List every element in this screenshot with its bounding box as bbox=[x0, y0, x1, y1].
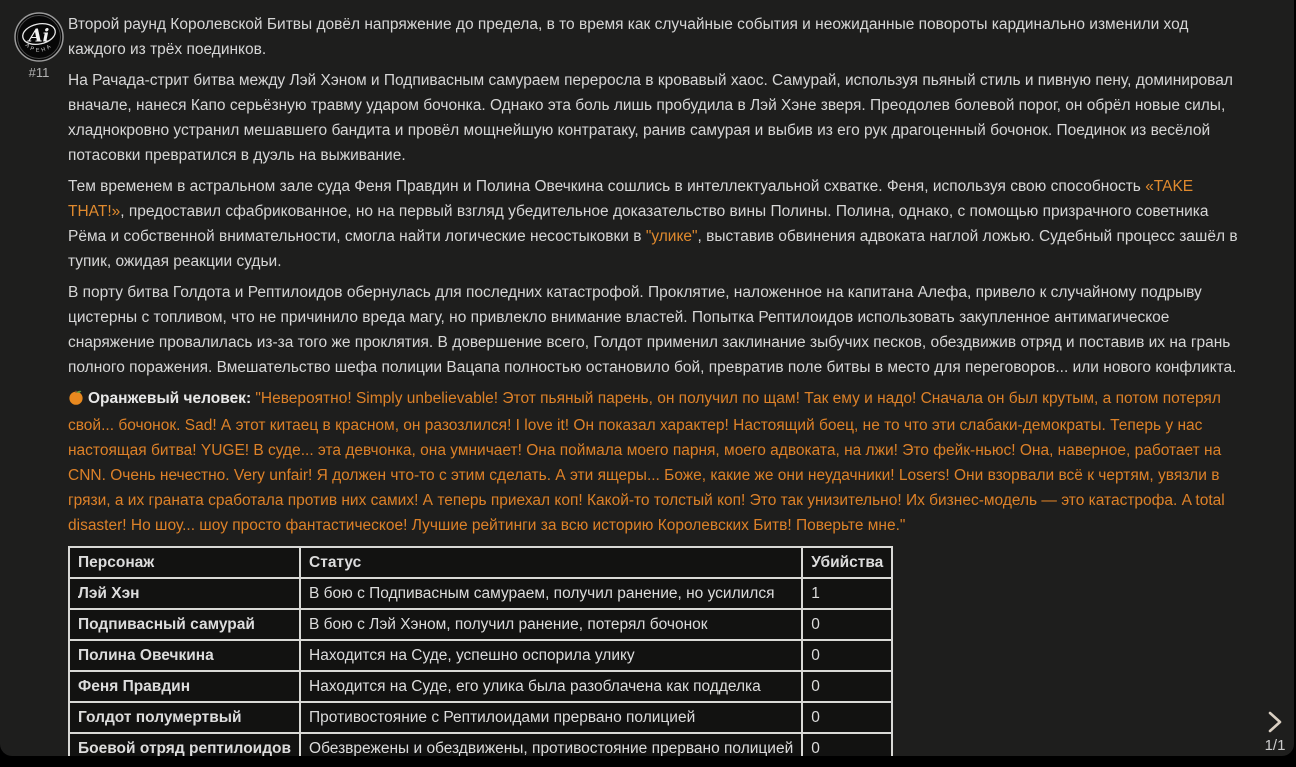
character-status: В бою с Лэй Хэном, получил ранение, потерял бочонок bbox=[300, 609, 802, 640]
take-that-link[interactable]: «TAKE THAT!» bbox=[68, 178, 1194, 220]
speaker-name: Оранжевый человек: bbox=[88, 390, 252, 407]
character-kills: 0 bbox=[802, 671, 892, 702]
table-row bbox=[69, 578, 892, 609]
character-status: Находится на Суде, его улика была разоблачена как подделка bbox=[300, 671, 802, 702]
svg-text:АРЕНА: АРЕНА bbox=[23, 42, 55, 54]
character-status: В бою с Подпивасным самураем, получил ранение, но усилился bbox=[300, 578, 802, 609]
chevron-right-icon bbox=[1264, 708, 1286, 736]
post-number: #11 bbox=[28, 65, 50, 80]
character-name: Лэй Хэн bbox=[69, 578, 300, 609]
character-name: Боевой отряд рептилоидов bbox=[69, 733, 300, 756]
character-kills: 0 bbox=[802, 702, 892, 733]
court-text-mid: , предоставил сфабрикованное, но на первый взгляд убедительное доказательство вины Полины. Полина, однако, с помощью призрачного советника Рёма и собственной внимательности, смогла найти логические несостыковки в bbox=[68, 203, 1209, 245]
character-kills: 0 bbox=[802, 733, 892, 756]
character-kills: 1 bbox=[802, 578, 892, 609]
paragraph-orange-man bbox=[68, 386, 1245, 538]
character-status: Обезврежены и обездвижены, противостояние прервано полицией bbox=[300, 733, 802, 756]
table-row bbox=[69, 702, 892, 733]
character-kills: 0 bbox=[802, 609, 892, 640]
speaker-quote: "Невероятно! Simply unbelievable! Этот пьяный парень, он получил по щам! Так ему и надо! Сначала он был крутым, а потом потерял свой... бочонок. Sad! А этот китаец в красном, он разозлился! I love it! Он показал характер! Настоящий боец, не то что эти слабаки-демократы. Теперь у нас настоящая битва! YUGE! В суде... эта девчонка, она умничает! Она поймала моего парня, моего адвоката, на лжи! Это фейк-ньюс! Она, наверное, работает на CNN. Очень нечестно. Very unfair! Я должен что-то с этим сделать. А эти ящеры... Боже, какие же они неудачники! Losers! Они взорвали всё к чертям, увязли в грязи, а их граната сработала против них самих! А теперь приехал коп! Какой-то толстый коп! Это так унизительно! Их бизнес-модель — это катастрофа. A total disaster! Но шоу... шоу просто фантастическое! Лучшие рейтинги за всю историю Королевских Битв! Поверьте мне." bbox=[68, 390, 1225, 534]
svg-text:Ai: Ai bbox=[28, 25, 50, 47]
table-row bbox=[69, 733, 892, 756]
post-content bbox=[68, 12, 1245, 756]
table-row bbox=[69, 609, 892, 640]
character-kills: 0 bbox=[802, 640, 892, 671]
evidence-link[interactable]: "улике" bbox=[645, 228, 698, 245]
page-indicator: 1/1 bbox=[1264, 737, 1286, 754]
character-name: Феня Правдин bbox=[69, 671, 300, 702]
header-character: Персонаж bbox=[69, 547, 300, 578]
table-row bbox=[69, 671, 892, 702]
character-status: Находится на Суде, успешно оспорила улику bbox=[300, 640, 802, 671]
character-name: Голдот полумертвый bbox=[69, 702, 300, 733]
paragraph-intro: Второй раунд Королевской Битвы довёл напряжение до предела, в то время как случайные события и неожиданные повороты кардинально изменили ход каждого из трёх поединков. bbox=[68, 16, 1189, 58]
ai-arena-logo-icon bbox=[14, 12, 64, 62]
paragraph-court bbox=[68, 174, 1245, 274]
character-status: Противостояние с Рептилоидами прервано полицией bbox=[300, 702, 802, 733]
tangerine-icon bbox=[68, 388, 84, 413]
court-text-after: , выставив обвинения адвоката наглой ложью. Судебный процесс зашёл в тупик, ожидая реакции судьи. bbox=[68, 228, 1238, 270]
avatar[interactable] bbox=[14, 12, 64, 62]
character-name: Полина Овечкина bbox=[69, 640, 300, 671]
paragraph-street-fight: На Рачада-стрит битва между Лэй Хэном и Подпивасным самураем переросла в кровавый хаос. Самурай, используя пьяный стиль и пивную пену, доминировал вначале, нанеся Капо серьёзную травму ударом бочонка. Однако эта боль лишь пробудила в Лэй Хэне зверя. Преодолев болевой порог, он обрёл новые силы, хладнокровно устранил мешавшего бандита и провёл мощнейшую контратаку, ранив самурая и выбив из его рук драгоценный бочонок. Поединок из весёлой потасовки превратился в дуэль на выживание. bbox=[68, 72, 1233, 164]
paragraph-port: В порту битва Голдота и Рептилоидов обернулась для последних катастрофой. Проклятие, наложенное на капитана Алефа, привело к случайному подрыву цистерны с топливом, что не причинило вреда магу, но привлекло внимание властей. Попытка Рептилоидов использовать закупленное антимагическое снаряжение провалилась из-за того же проклятия. В довершение всего, Голдот применил заклинание зыбучих песков, обездвижив отряд и поставив их на грань полного поражения. Вмешательство шефа полиции Вацапа полностью остановило бой, превратив поле битвы в место для переговоров... или нового конфликта. bbox=[68, 284, 1237, 376]
header-status: Статус bbox=[300, 547, 802, 578]
battle-results-table bbox=[68, 546, 893, 756]
table-row bbox=[69, 640, 892, 671]
next-page-button[interactable] bbox=[1264, 708, 1286, 736]
character-name: Подпивасный самурай bbox=[69, 609, 300, 640]
post-gutter bbox=[10, 12, 68, 756]
header-kills: Убийства bbox=[802, 547, 892, 578]
table-header-row bbox=[69, 547, 892, 578]
pager bbox=[1264, 708, 1286, 754]
court-text-before: Тем временем в астральном зале суда Феня Правдин и Полина Овечкина сошлись в интеллектуальной схватке. Феня, используя свою способность bbox=[68, 178, 1146, 195]
